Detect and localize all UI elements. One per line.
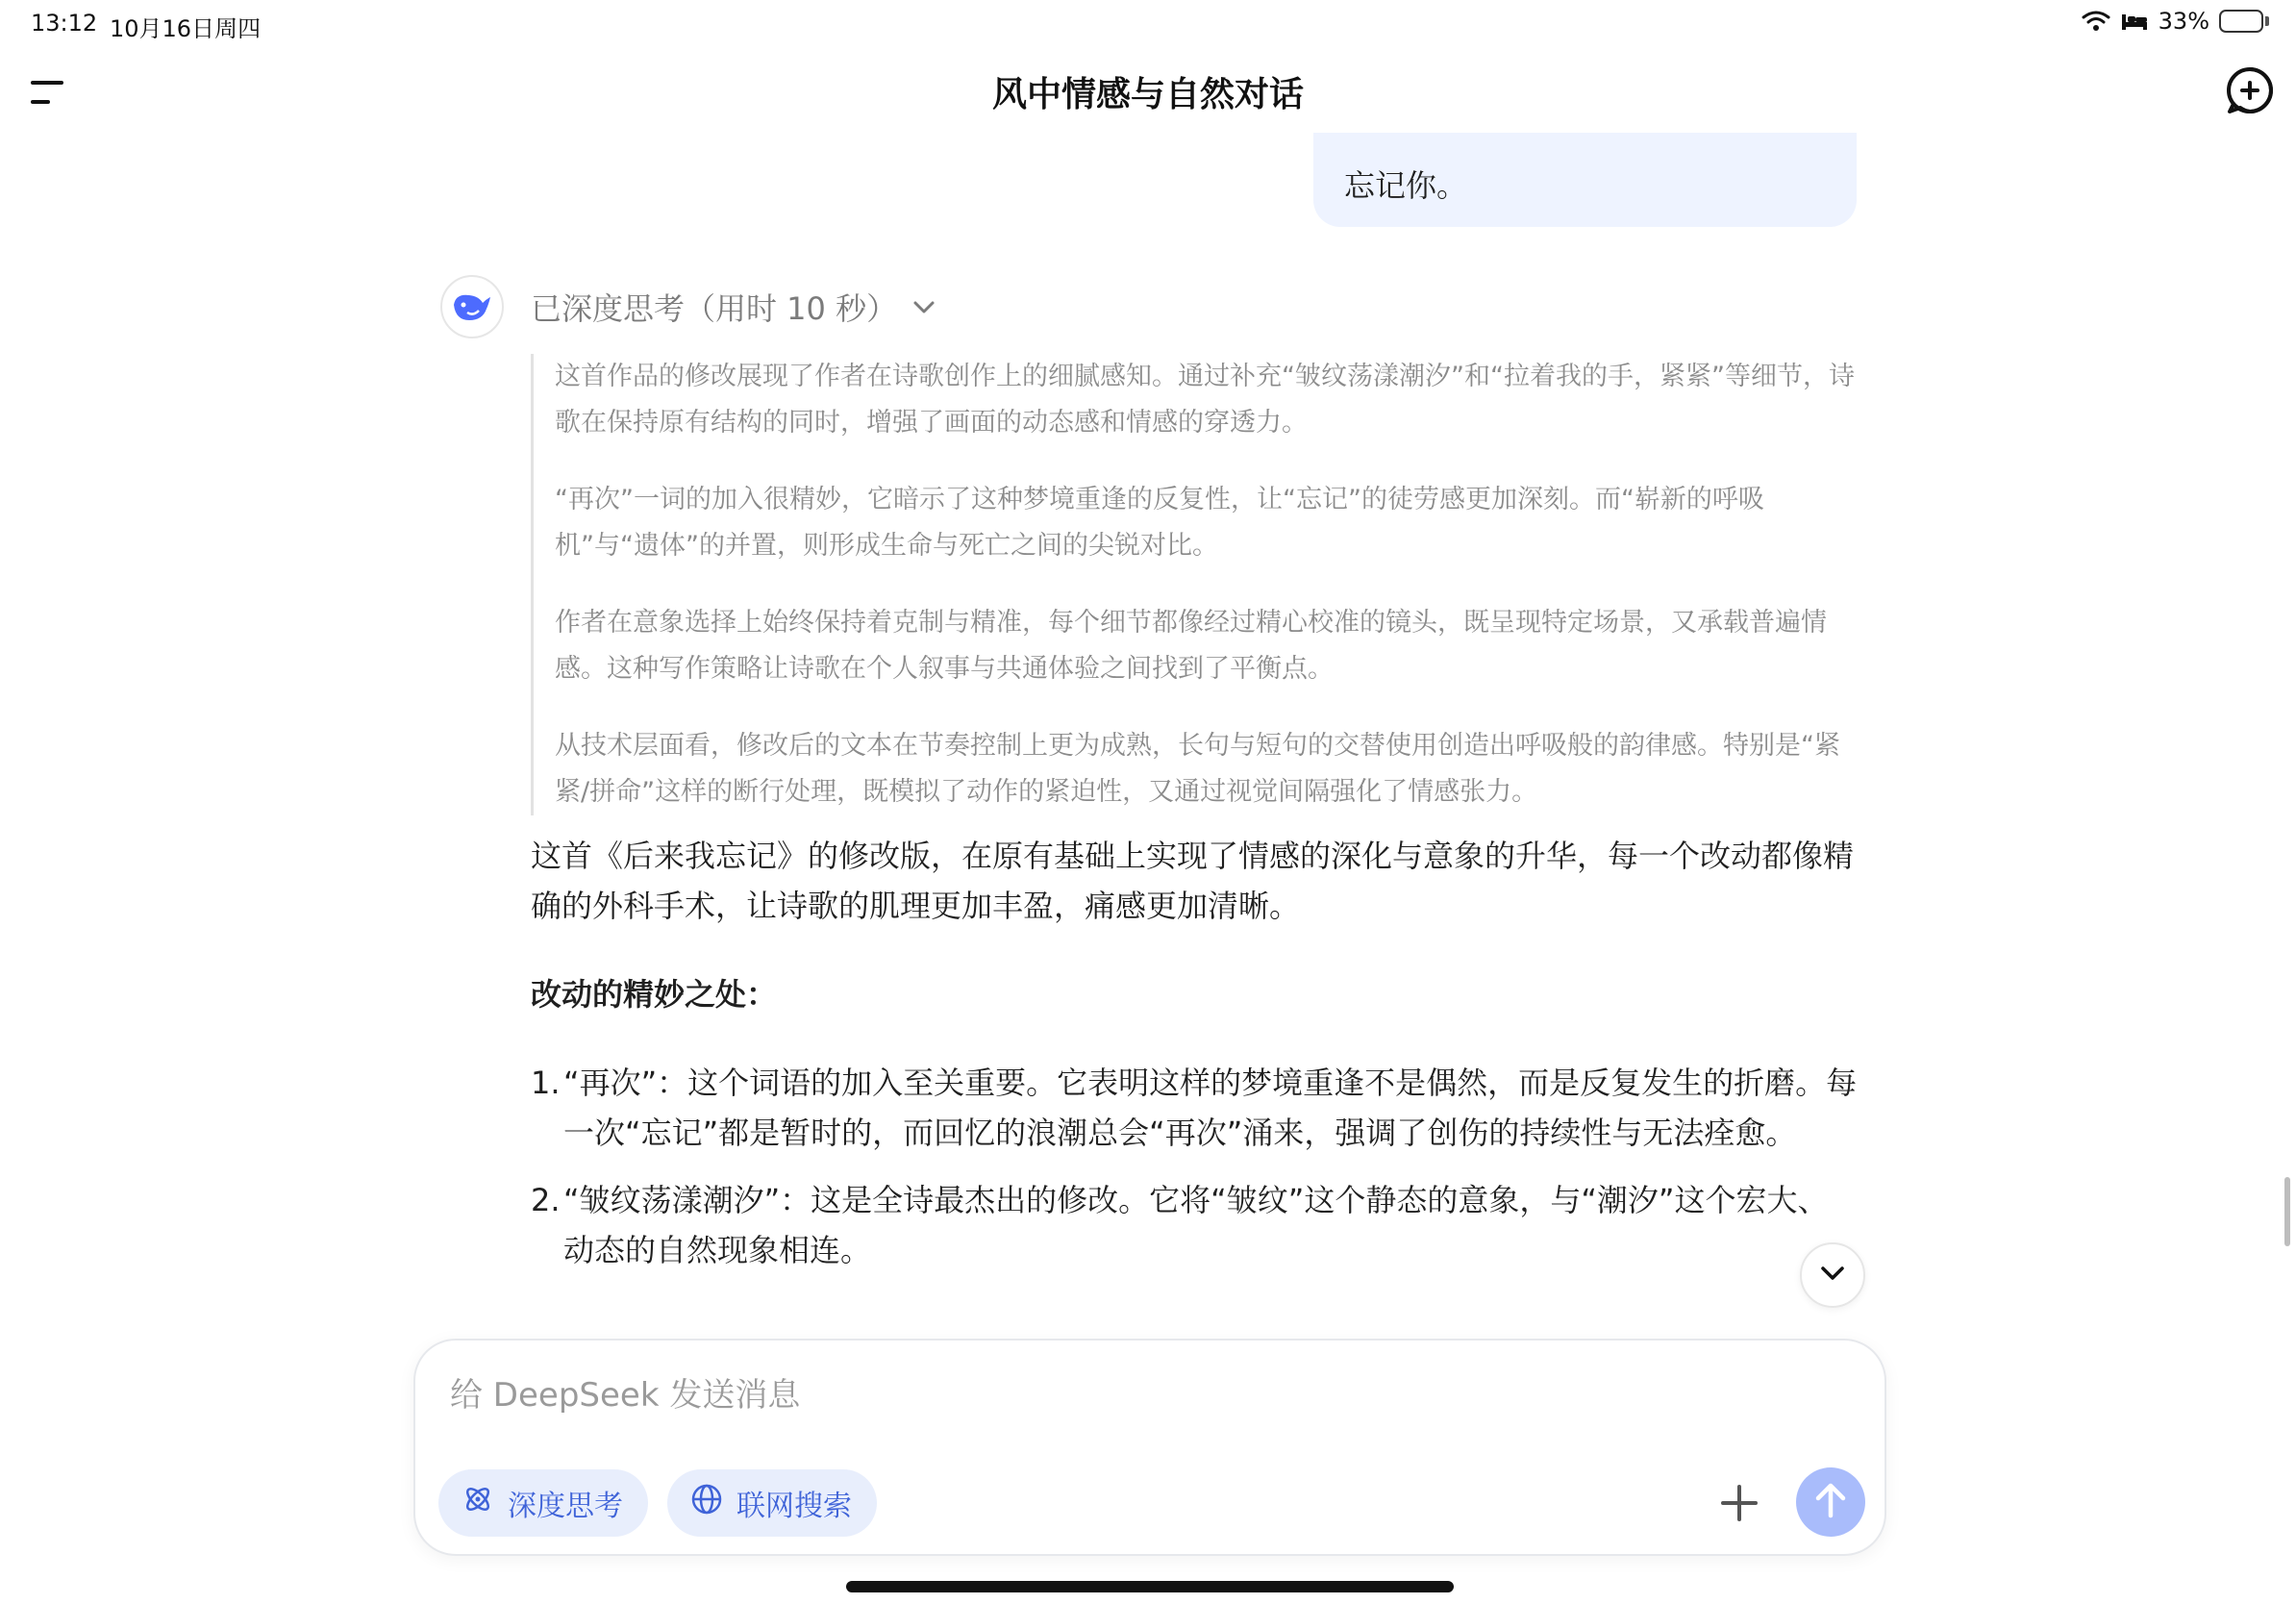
assistant-answer bbox=[531, 831, 1858, 1292]
answer-heading: 改动的精妙之处： bbox=[531, 976, 778, 1013]
list-item-number: 1. bbox=[531, 1065, 561, 1101]
think-paragraph: 从技术层面看，修改后的文本在节奏控制上更为成熟，长句与短句的交替使用创造出呼吸般的韵律感。特别是“紧紧/拼命”这样的断行处理，既模拟了动作的紧迫性，又通过视觉间隔强化了情感张力。 bbox=[555, 731, 1840, 807]
scrollbar[interactable] bbox=[2284, 1177, 2290, 1246]
message-input[interactable] bbox=[450, 1371, 1604, 1419]
list-item bbox=[531, 1175, 1858, 1275]
deepseek-whale-icon bbox=[440, 275, 504, 338]
chevron-down-icon bbox=[1818, 1264, 1847, 1287]
list-item-text: “再次”：这个词语的加入至关重要。它表明这样的梦境重逢不是偶然，而是反复发生的折磨。每一次“忘记”都是暂时的，而回忆的浪潮总会“再次”涌来，强调了创伤的持续性与无法痊愈。 bbox=[563, 1065, 1858, 1151]
list-item-number: 2. bbox=[531, 1182, 561, 1218]
thinking-content bbox=[531, 354, 1858, 815]
deep-think-label: 深度思考 bbox=[508, 1490, 623, 1523]
scroll-to-bottom-button[interactable] bbox=[1800, 1242, 1865, 1308]
web-search-label: 联网搜索 bbox=[736, 1490, 852, 1523]
plus-icon[interactable] bbox=[1715, 1479, 1763, 1527]
conversation-area[interactable] bbox=[0, 133, 2296, 1337]
list-item bbox=[531, 1058, 1858, 1158]
user-message-bubble: 忘记你。 bbox=[1313, 133, 1857, 227]
deep-think-toggle[interactable] bbox=[531, 285, 937, 329]
status-indicators bbox=[2082, 8, 2269, 35]
answer-list bbox=[531, 1058, 1858, 1275]
atom-icon bbox=[462, 1483, 494, 1523]
think-paragraph: “再次”一词的加入很精妙，它暗示了这种梦境重逢的反复性，让“忘记”的徒劳感更加深刻。而“崭新的呼吸机”与“遗体”的并置，则形成生命与死亡之间的尖锐对比。 bbox=[555, 485, 1764, 561]
chat-header bbox=[0, 54, 2296, 131]
think-paragraph: 这首作品的修改展现了作者在诗歌创作上的细腻感知。通过补充“皱纹荡漾潮汐”和“拉着我的手，紧紧”等细节，诗歌在保持原有结构的同时，增强了画面的动态感和情感的穿透力。 bbox=[555, 362, 1855, 438]
sleep-mode-icon bbox=[2120, 11, 2149, 32]
status-time: 13:12 bbox=[31, 10, 98, 37]
web-search-button[interactable] bbox=[667, 1469, 877, 1537]
globe-icon bbox=[690, 1483, 723, 1523]
battery-percent: 33% bbox=[2158, 8, 2209, 35]
home-indicator[interactable] bbox=[846, 1581, 1454, 1592]
message-composer bbox=[413, 1339, 1886, 1556]
wifi-icon bbox=[2082, 10, 2110, 33]
answer-intro: 这首《后来我忘记》的修改版，在原有基础上实现了情感的深化与意象的升华，每一个改动都像精确的外科手术，让诗歌的肌理更加丰盈，痛感更加清晰。 bbox=[531, 838, 1855, 924]
chat-title: 风中情感与自然对话 bbox=[991, 75, 1304, 114]
list-item-text: “皱纹荡漾潮汐”：这是全诗最杰出的修改。它将“皱纹”这个静态的意象，与“潮汐”这个宏大、动态的自然现象相连。 bbox=[563, 1182, 1829, 1268]
status-bar bbox=[0, 0, 2296, 46]
status-date: 10月16日周四 bbox=[110, 15, 262, 42]
chevron-down-icon bbox=[911, 288, 937, 325]
new-chat-icon[interactable] bbox=[2225, 65, 2275, 115]
think-paragraph: 作者在意象选择上始终保持着克制与精准，每个细节都像经过精心校准的镜头，既呈现特定场景，又承载普遍情感。这种写作策略让诗歌在个人叙事与共通体验之间找到了平衡点。 bbox=[555, 608, 1827, 684]
arrow-up-icon bbox=[1813, 1481, 1848, 1523]
battery-icon bbox=[2219, 10, 2269, 33]
deep-think-status: 已深度思考（用时 10 秒） bbox=[531, 290, 898, 327]
send-button[interactable] bbox=[1796, 1467, 1865, 1537]
deep-think-button[interactable] bbox=[438, 1469, 648, 1537]
